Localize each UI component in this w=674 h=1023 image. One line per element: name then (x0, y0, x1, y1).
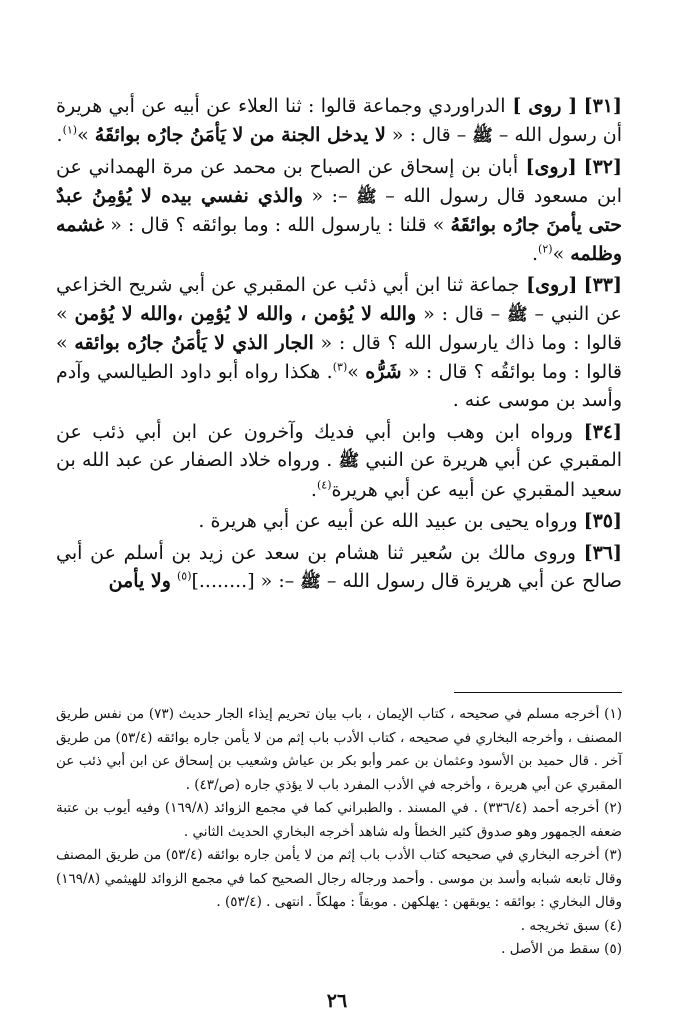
hadith-paragraph (56, 153, 622, 268)
hadith-paragraph (56, 92, 622, 150)
text-run: جماعة ثنا ابن أبي ذئب عن المقبري عن أبي شريح الخزاعي عن النبي – (56, 274, 622, 325)
text-run: ورواه يحيى بن عبيد الله عن أبيه عن أبي هريرة . (198, 510, 578, 532)
footnote: (٢) أخرجه أحمد (٣٣٦/٤) . في المسند . والطبراني كما في مجمع الزوائد (١٦٩/٨) وفيه أيوب بن عتبة ضعفه الجمهور وهو صدوق كثير الخطأ وله شاهد أخرجه البخاري الحديث الثاني . (56, 800, 622, 840)
text-run: . هكذا رواه أبو داود الطيالسي وآدم وأسد بن موسى عنه . (56, 360, 622, 411)
hadith-paragraph (56, 539, 622, 597)
hadith-quote: شَرُّه (365, 360, 402, 383)
page-number: ٢٦ (326, 990, 348, 1012)
text-run: » (347, 360, 366, 383)
footnote: (٤) سبق تخريجه . (520, 917, 622, 934)
text-run: » (552, 242, 571, 265)
hadith-quote: [روى] (519, 274, 578, 296)
text-run: ورواه ابن وهب وابن أبي فديك وآخرون عن ابن أبي ذئب عن المقبري عن أبي هريرة عن النبي (56, 420, 623, 471)
footnote-ref: (٣) (332, 360, 348, 374)
text-run: . ورواه خلاد الصفار عن عبد الله بن سعيد المقبري عن أبيه عن أبي هريرة (56, 449, 622, 501)
hadith-number: [٣٦] (583, 541, 623, 564)
salutation-glyph: ﷺ (507, 304, 528, 325)
hadith-quote: والله لا يُؤمن ، والله لا يُؤمِن ،والله لا يُؤمن (74, 302, 417, 325)
text-run: » (77, 123, 95, 146)
hadith-number: [٣١] (583, 95, 622, 117)
hadith-quote: [ روى ] (505, 95, 578, 117)
footnote: (٥) سقط من الأصل . (501, 941, 622, 957)
main-text (56, 92, 622, 597)
footnote-ref: (٥) (176, 569, 192, 583)
text-run: أبان بن إسحاق عن الصباح بن محمد عن مرة الهمداني عن ابن مسعود قال رسول الله – (56, 156, 623, 207)
text-run: » قالوا : وما ذاك يارسول الله ؟ قال : « (56, 302, 622, 354)
hadith-quote: [روى] (518, 156, 577, 178)
hadith-quote: والذي نفسي بيده لا يُؤمِنُ عبدٌ حتى يأمنَ جارُه بوائقَهُ (56, 184, 622, 236)
hadith-number: [٣٥] (583, 510, 622, 532)
text-run: . (56, 123, 63, 146)
salutation-glyph: ﷺ (338, 451, 360, 471)
text-run: » قلنا : يارسول الله : وما بوائقه ؟ قال : « (104, 214, 451, 236)
hadith-number: [٣٢] (583, 156, 622, 178)
text-run: الدراوردي وجماعة قالوا : ثنا العلاء عن أبيه عن أبي هريرة أن رسول الله – (56, 95, 622, 146)
salutation-glyph: ﷺ (472, 125, 493, 146)
hadith-number: [٣٣] (583, 274, 622, 296)
hadith-quote: لا يدخل الجنة من لا يَأمَنُ جارُه بوائقَهُ (94, 123, 386, 146)
hadith-quote: ولا يأمن (108, 570, 171, 592)
footnote-ref: (٢) (538, 242, 553, 256)
footnote: (١) أخرجه مسلم في صحيحه ، كتاب الإيمان ، باب بيان تحريم إيذاء الجار حديث (٧٣) من نفس طريق المصنف ، وأخرجه البخاري في صحيحه ، كتاب الأدب باب إثم من لا يأمن جاره بوائقه (٥٣/٤) من طريق آخر . قال حميد بن الأسود وعثمان بن عمر وأبو بكر بن عياش وشعيب بن إسحاق عن ابن أبي ذئب عن المقبري عن أبي هريرة ، وأخرجه في الأدب المفرد باب لا يؤذي جاره (ص/٤٣) . (56, 706, 622, 793)
text-run: –: « [........] (191, 570, 301, 592)
text-run: . (532, 242, 539, 265)
hadith-paragraph (56, 271, 622, 415)
text-run: – قال : « (385, 123, 473, 146)
text-run: » قالوا : وما بوائقُه ؟ قال : « (56, 332, 622, 383)
hadith-number: [٣٤] (583, 420, 622, 443)
text-run: – قال : « (416, 302, 507, 325)
footnotes (56, 703, 622, 962)
text-run: وروى مالك بن سُعير ثنا هشام بن سعد عن زيد بن أسلم عن أبي صالح عن أبي هريرة قال رسول الله – (56, 541, 622, 592)
footnote-ref: (٤) (316, 478, 332, 492)
footnote-separator (454, 692, 622, 693)
salutation-glyph: ﷺ (356, 186, 377, 207)
text-run: –: « (302, 184, 357, 207)
hadith-paragraph (56, 507, 622, 536)
hadith-paragraph (56, 418, 622, 505)
text-run: . (310, 478, 317, 501)
footnote: (٣) أخرجه البخاري في صحيحه كتاب الأدب باب إثم من لا يأمن جاره بوائقه (٥٣/٤) من طريق المصنف وقال تابعه شبابه وأسد بن موسى . وأحمد ورجاله رجال الصحيح كما في مجمع الزوائد للهيثمي (١٦٩/٨) وقال البخاري : بوائقه : يوبقهن : يهلكهن . موبقاً : مهلكاً . انتهى . (٥٣/٤) . (56, 847, 622, 910)
hadith-quote: الجار الذي لا يَأمَنُ جارُه بوائقه (74, 332, 314, 354)
hadith-quote: غشمه وظلمه (56, 214, 622, 265)
salutation-glyph: ﷺ (300, 572, 321, 592)
footnote-ref: (١) (62, 123, 78, 137)
